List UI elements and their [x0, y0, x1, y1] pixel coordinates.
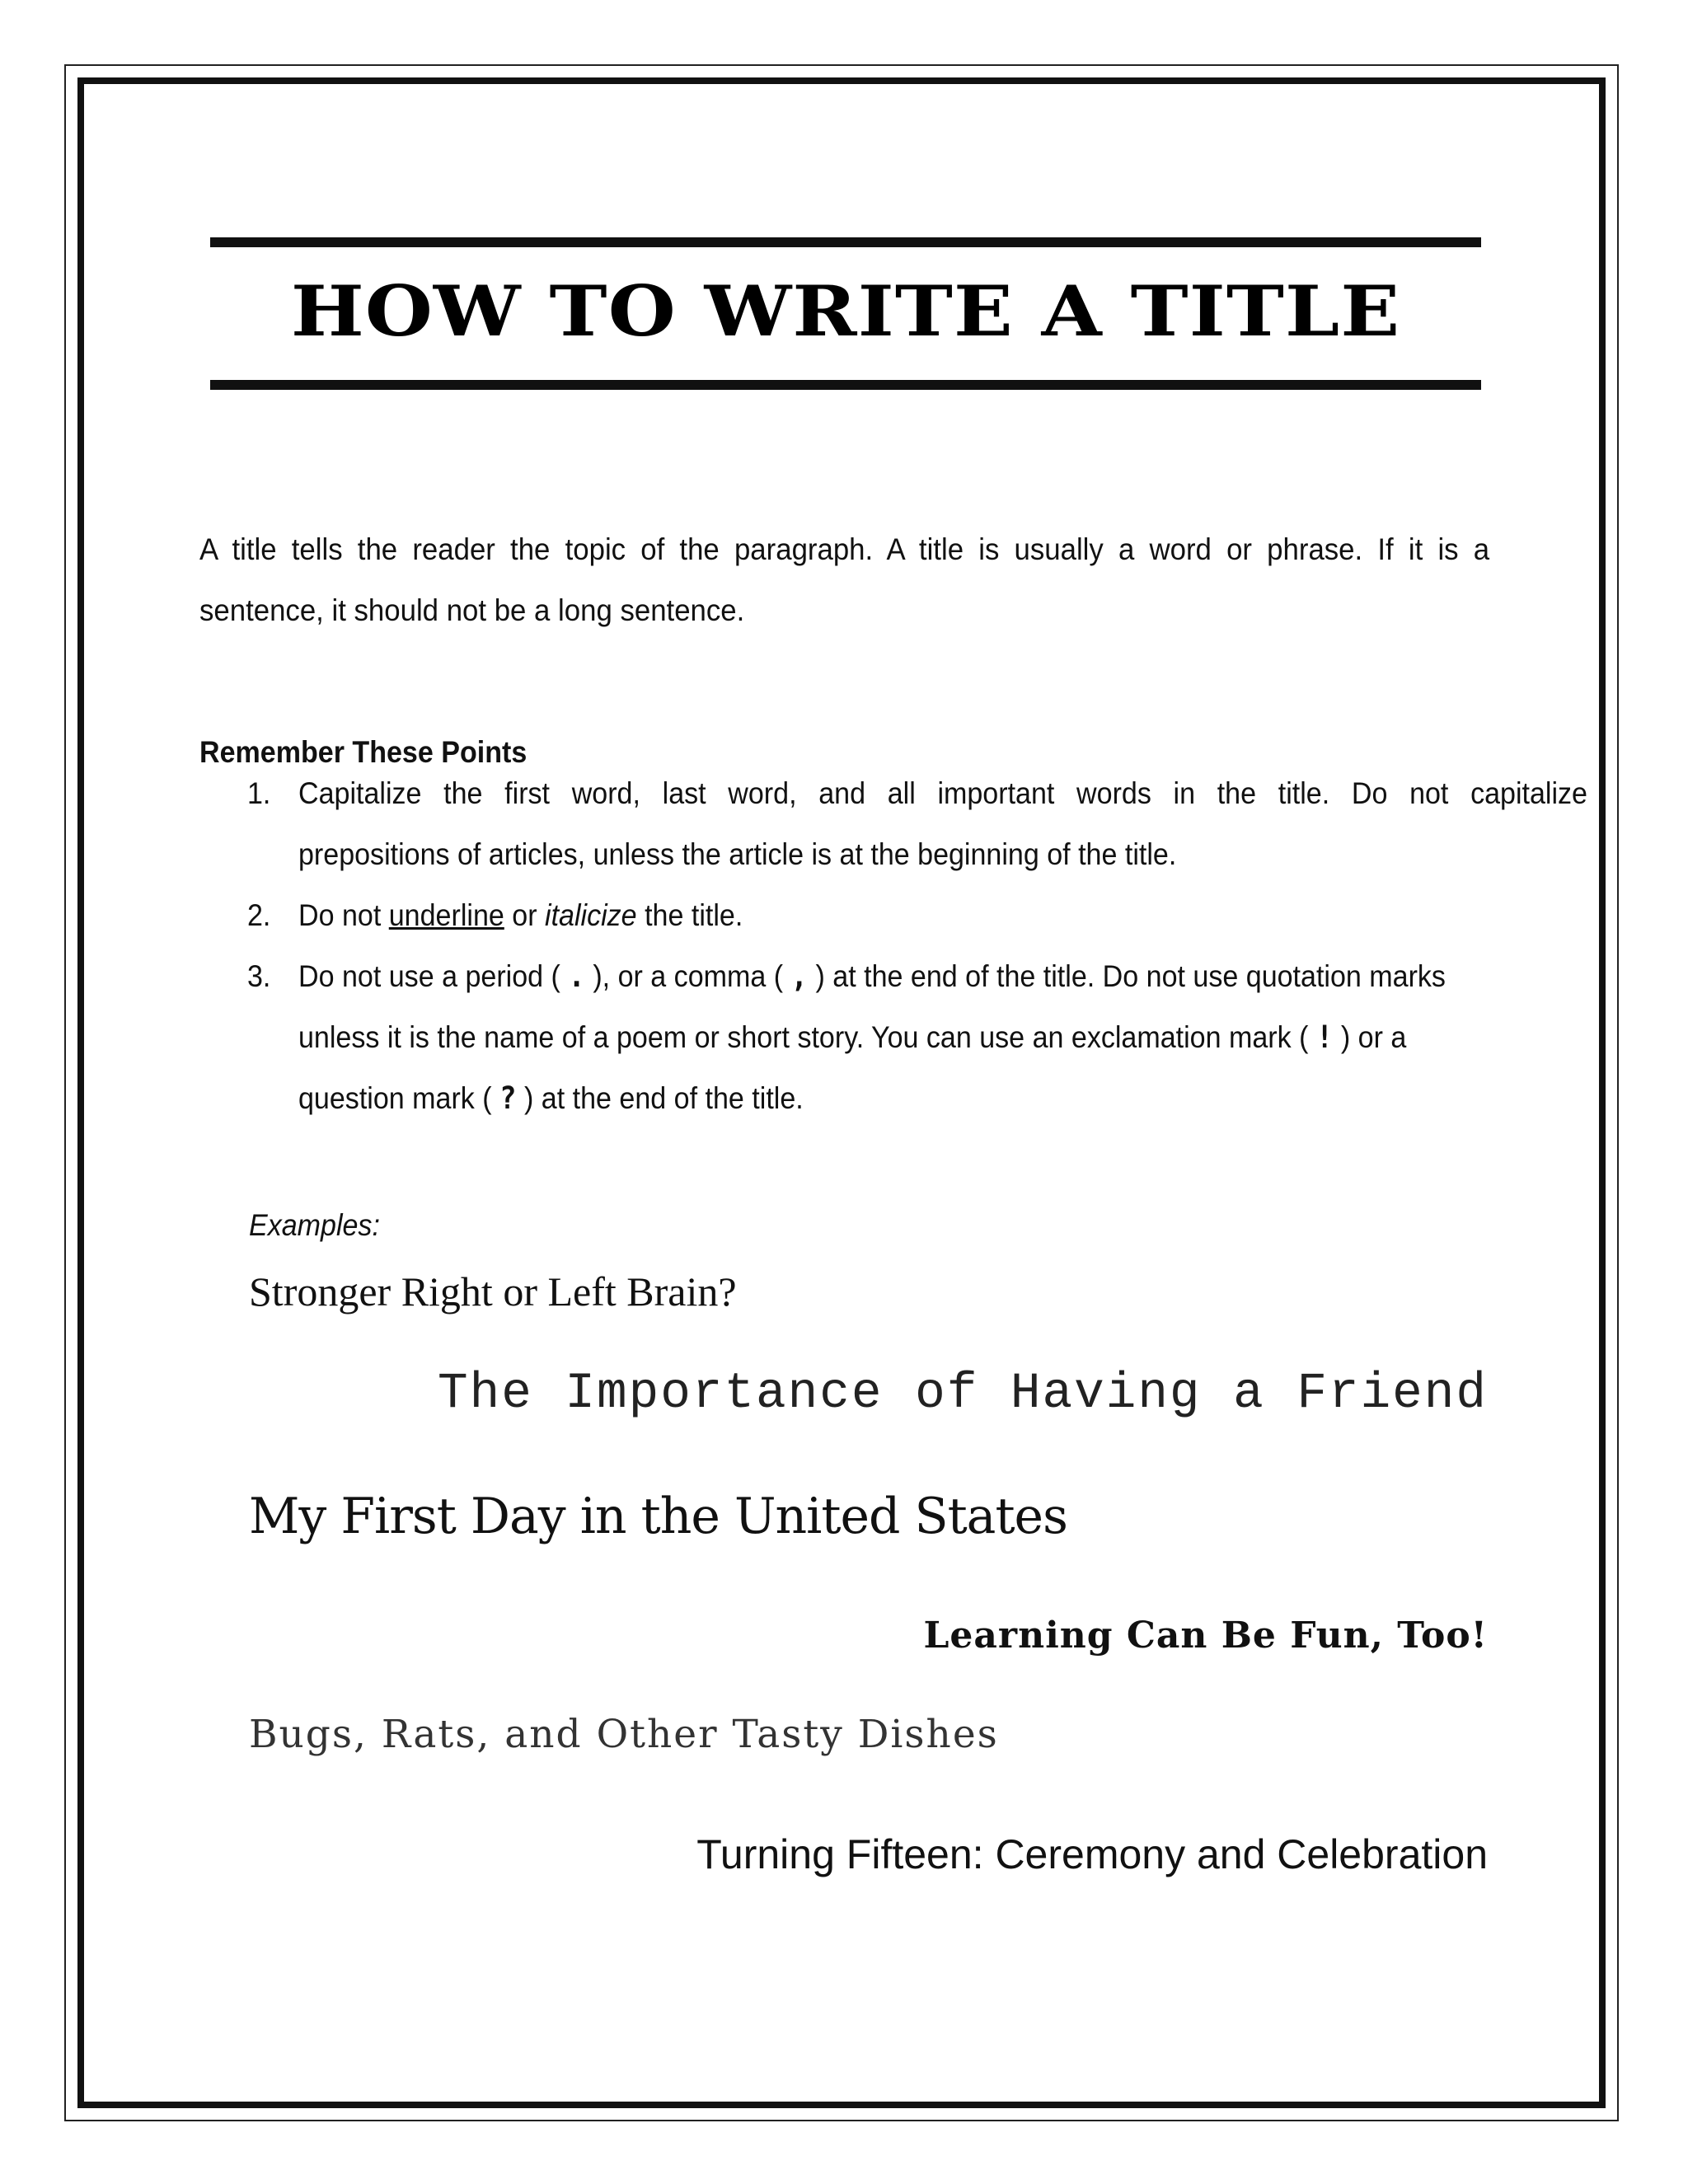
point-3-text: ) or a: [1333, 1020, 1407, 1054]
example-title-1: Stronger Right or Left Brain?: [249, 1268, 737, 1315]
point-1-number: 1.: [247, 776, 271, 810]
point-2-underline-word: underline: [388, 898, 504, 932]
question-symbol: ?: [499, 1080, 517, 1116]
comma-symbol: ,: [790, 958, 809, 994]
title-rule-bottom: [210, 380, 1481, 390]
point-2-line: [298, 895, 743, 936]
example-title-5: Bugs, Rats, and Other Tasty Dishes: [249, 1712, 999, 1757]
point-2-number: 2.: [247, 898, 271, 932]
period-symbol: .: [568, 958, 585, 994]
page-title: HOW TO WRITE A TITLE: [290, 270, 1401, 352]
point-2-italic-word: italicize: [545, 898, 637, 932]
point-3-text: Do not use a period (: [298, 959, 569, 993]
point-2-mid: or: [504, 898, 545, 932]
example-title-2: The Importance of Having a Friend: [438, 1366, 1488, 1422]
intro-line-1: A title tells the reader the topic of the paragraph. A title is usually a word or phrase. If it is a: [199, 532, 1490, 566]
point-3-text: ) at the end of the title. Do not use quotation marks: [808, 959, 1446, 993]
point-3-line-3: [298, 1078, 804, 1119]
point-3-text: ), or a comma (: [584, 959, 791, 993]
exclamation-symbol: !: [1315, 1019, 1334, 1055]
point-2-pre: Do not: [298, 898, 389, 932]
point-3-text: ) at the end of the title.: [516, 1081, 804, 1115]
example-title-6: Turning Fifteen: Ceremony and Celebration: [696, 1831, 1488, 1877]
example-title-3: My First Day in the United States: [249, 1488, 1067, 1545]
point-1-line-1: Capitalize the first word, last word, and all important words in the title. Do not capitalize: [298, 776, 1587, 810]
point-1-line-2: prepositions of articles, unless the article is at the beginning of the title.: [298, 837, 1177, 871]
point-3-number: 3.: [247, 959, 271, 993]
examples-label: Examples:: [249, 1208, 380, 1242]
point-2-post: the title.: [636, 898, 743, 932]
point-3-text: question mark (: [298, 1081, 500, 1115]
points-heading: Remember These Points: [199, 735, 528, 769]
intro-line-2: sentence, it should not be a long sentence.: [199, 593, 745, 627]
example-title-4: Learning Can Be Fun, Too!: [923, 1615, 1488, 1657]
point-3-text: unless it is the name of a poem or short story. You can use an exclamation mark (: [298, 1020, 1316, 1054]
title-rule-top: [210, 237, 1481, 247]
point-3-line-2: [298, 1017, 1406, 1058]
point-3-line-1: [298, 956, 1446, 997]
